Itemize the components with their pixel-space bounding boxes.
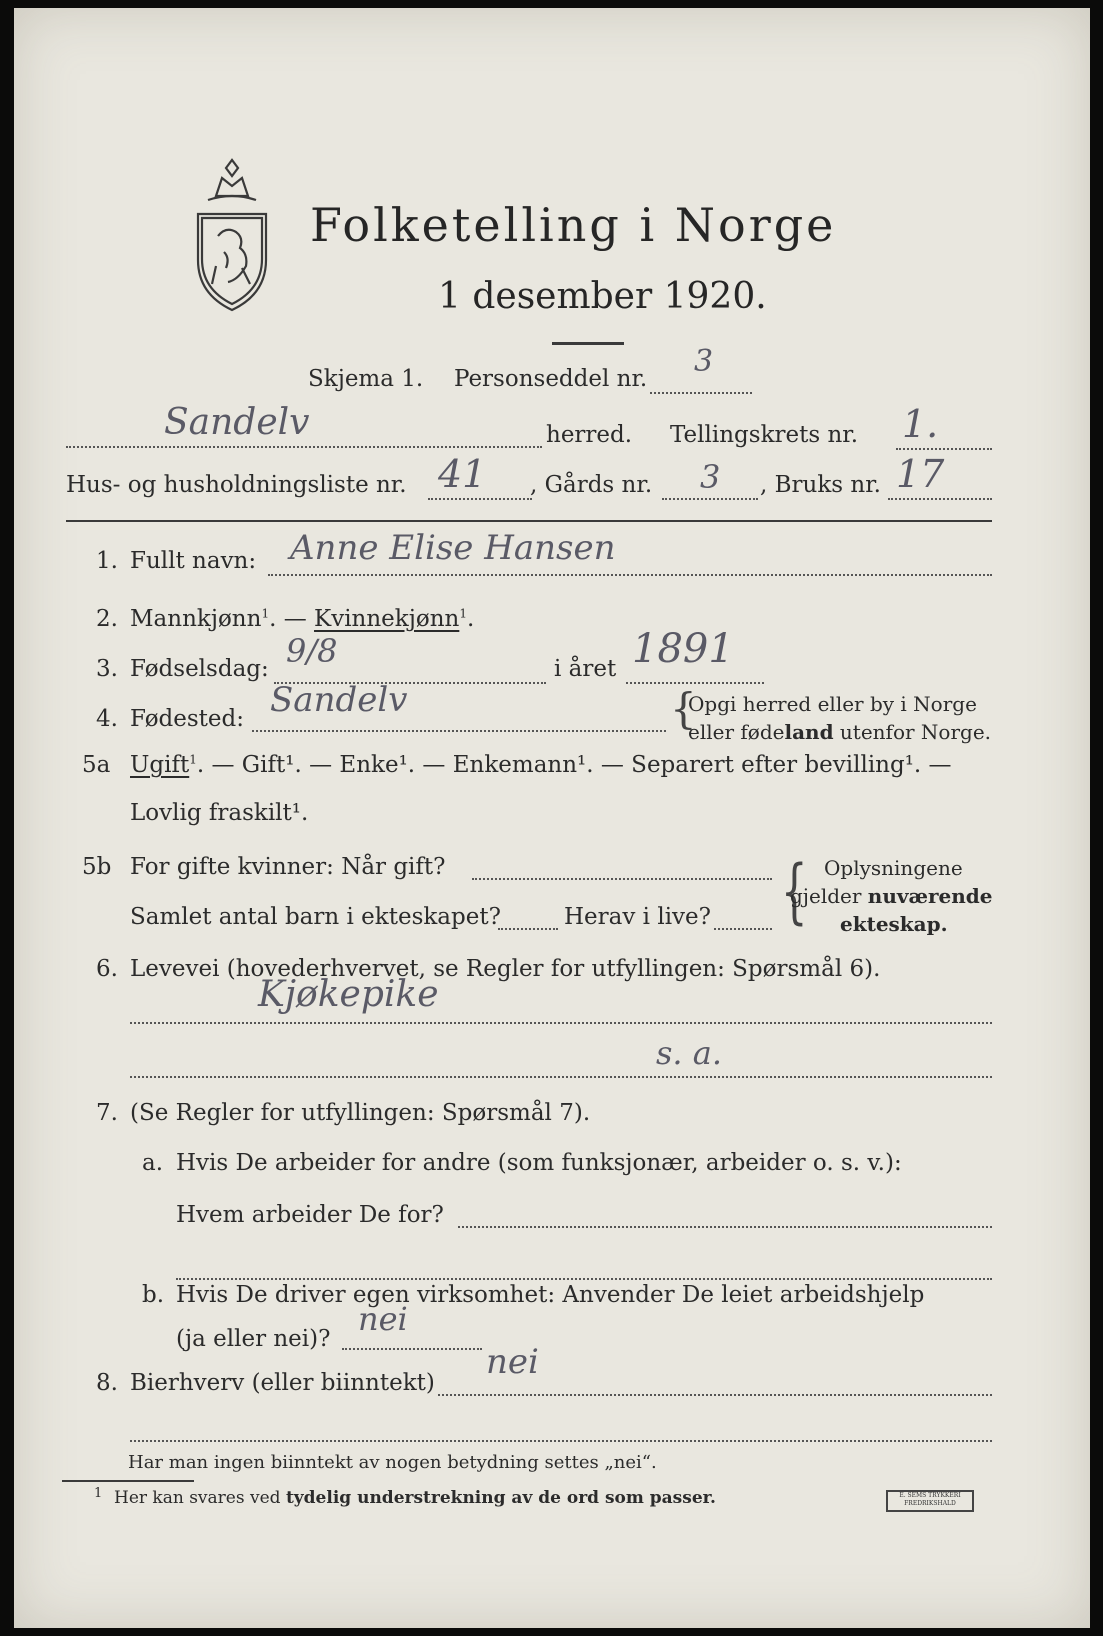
personseddel-label: Personseddel nr.	[454, 366, 648, 392]
q5b-gift-field-line	[472, 878, 772, 880]
bruks-label: , Bruks nr.	[760, 472, 881, 498]
bruks-value: 17	[896, 452, 945, 496]
bruks-field-line	[888, 498, 992, 500]
gards-value: 3	[700, 458, 721, 496]
q7b-number: b.	[142, 1282, 165, 1308]
q8-field-line-1	[438, 1394, 992, 1396]
q5b-brace: {	[780, 850, 808, 932]
footnote-rule	[62, 1480, 194, 1482]
q7-number: 7.	[96, 1100, 118, 1126]
q7b-label: Hvis De driver egen virksomhet: Anvender De leiet arbeidshjelp	[176, 1282, 925, 1308]
q5a-options: Ugift$^1$. — Gift¹. — Enke¹. — Enkemann¹. — Separert efter bevilling¹. —	[130, 752, 952, 778]
herred-label: herred.	[546, 422, 633, 448]
q5b-barn-field-line	[498, 928, 558, 930]
q2-sep: . —	[269, 606, 307, 632]
q5b-note-2: gjelder nuværende	[790, 884, 993, 908]
q5a-rest: . — Gift¹. — Enke¹. — Enkemann¹. — Separert efter bevilling¹. —	[196, 752, 952, 778]
q2-end: .	[466, 606, 475, 632]
q5b-note-3: ekteskap.	[840, 912, 948, 936]
q8-number: 8.	[96, 1370, 118, 1396]
census-form	[14, 8, 1090, 1628]
personseddel-value: 3	[694, 344, 714, 379]
q6-field-line-1	[130, 1022, 992, 1024]
q5a-line2: Lovlig fraskilt¹.	[130, 800, 309, 826]
q6-number: 6.	[96, 956, 118, 982]
hus-value: 41	[438, 452, 487, 496]
q5a-ugift: Ugift	[130, 752, 190, 778]
coat-of-arms-icon	[186, 156, 278, 316]
q6-value: Kjøkepike	[258, 974, 439, 1015]
q3-label: Fødselsdag:	[130, 656, 269, 682]
herred-value: Sandelv	[164, 402, 310, 443]
footer-note: Har man ingen biinntekt av nogen betydning settes „nei“.	[128, 1452, 657, 1473]
q2-kvinne: Kvinnekjønn	[314, 606, 460, 632]
q4-note-1: Opgi herred eller by i Norge	[688, 692, 977, 716]
q1-label: Fullt navn:	[130, 548, 257, 574]
q5a-number: 5a	[82, 752, 111, 778]
q7a-label: Hvis De arbeider for andre (som funksjonær, arbeider o. s. v.):	[176, 1150, 902, 1176]
q7a-field-line-1	[458, 1226, 992, 1228]
header-rule	[66, 520, 992, 522]
q4-note-2: eller fødeland utenfor Norge.	[688, 720, 992, 744]
q5b-label-2: Samlet antal barn i ekteskapet?	[130, 904, 501, 930]
q8-label: Bierhverv (eller biinntekt)	[130, 1370, 435, 1396]
q6-value-2: s. a.	[656, 1034, 723, 1072]
q3-day-value: 9/8	[286, 632, 338, 670]
q5b-live-field-line	[714, 928, 772, 930]
q5b-note-1: Oplysningene	[824, 856, 963, 880]
q2-number: 2.	[96, 606, 118, 632]
hus-label: Hus- og husholdningsliste nr.	[66, 472, 407, 498]
q7b-value: nei	[358, 1300, 408, 1338]
q5b-number: 5b	[82, 854, 112, 880]
q4-label: Fødested:	[130, 706, 245, 732]
q4-value: Sandelv	[270, 680, 408, 720]
q5b-label-3: Herav i live?	[564, 904, 711, 930]
title-divider	[552, 342, 624, 345]
q4-field-line	[252, 730, 666, 732]
q2-options: Mannkjønn$^1$. — Kvinnekjønn$^1$.	[130, 606, 475, 632]
q7a-label-2: Hvem arbeider De for?	[176, 1202, 444, 1228]
q1-field-line	[268, 574, 992, 576]
q7a-number: a.	[142, 1150, 164, 1176]
form-title: Folketelling i Norge	[310, 198, 837, 252]
q3-year-label: i året	[554, 656, 617, 682]
q1-value: Anne Elise Hansen	[290, 528, 616, 568]
q7-label: (Se Regler for utfyllingen: Spørsmål 7).	[130, 1100, 591, 1126]
tellingskrets-value: 1.	[902, 402, 939, 446]
q8-value: nei	[486, 1342, 539, 1382]
personseddel-field-line	[650, 392, 752, 394]
tellingskrets-field-line	[896, 448, 992, 450]
footnote-text: Her kan svares ved tydelig understrekning av de ord som passer.	[114, 1488, 716, 1508]
hus-field-line	[428, 498, 532, 500]
q6-field-line-2	[130, 1076, 992, 1078]
herred-field-line	[66, 446, 542, 448]
q1-number: 1.	[96, 548, 118, 574]
gards-label: , Gårds nr.	[530, 472, 653, 498]
q4-number: 4.	[96, 706, 118, 732]
printer-stamp: E. SEMS TRYKKERI FREDRIKSHALD	[886, 1490, 974, 1512]
q8-field-line-2	[130, 1440, 992, 1442]
q7b-field-line	[342, 1348, 482, 1350]
form-date: 1 desember 1920.	[438, 276, 767, 317]
skjema-label: Skjema 1.	[308, 366, 424, 392]
q3-number: 3.	[96, 656, 118, 682]
q4-brace: {	[670, 684, 697, 733]
gards-field-line	[662, 498, 758, 500]
q7a-field-line-2	[176, 1278, 992, 1280]
q5b-label-1: For gifte kvinner: Når gift?	[130, 854, 446, 880]
q6-label: Levevei (hovederhvervet, se Regler for utfyllingen: Spørsmål 6).	[130, 956, 881, 982]
tellingskrets-label: Tellingskrets nr.	[670, 422, 859, 448]
q7b-label-2: (ja eller nei)?	[176, 1326, 331, 1352]
footnote-number: 1	[94, 1486, 103, 1501]
q3-year-value: 1891	[632, 626, 734, 672]
q2-mann: Mannkjønn	[130, 606, 262, 632]
